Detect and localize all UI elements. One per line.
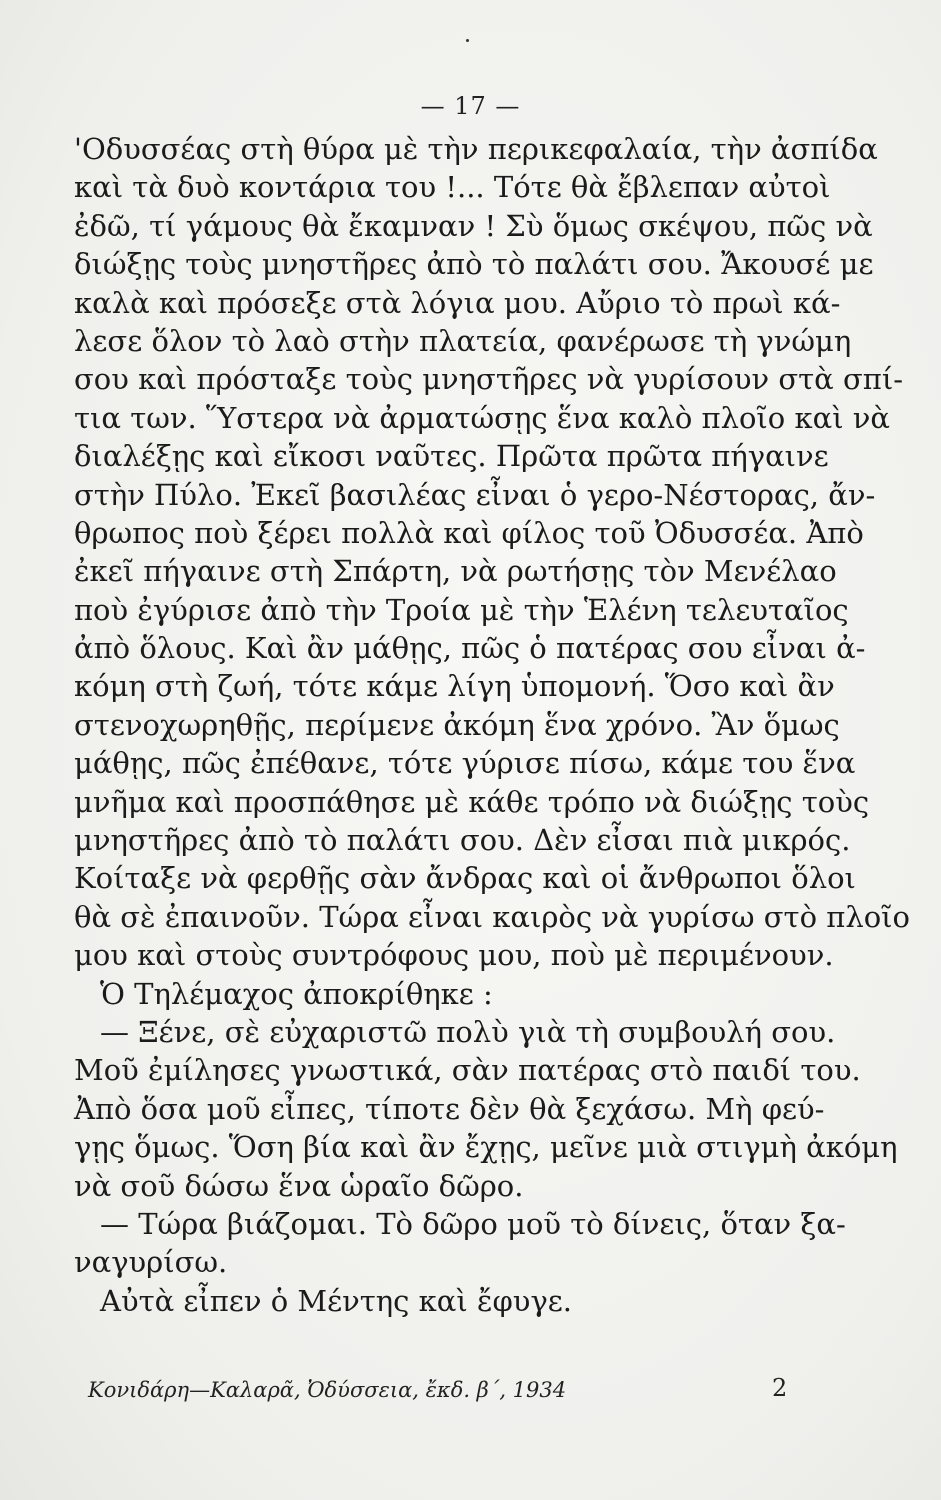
text-line: μνῆμα καὶ προσπάθησε μὲ κάθε τρόπο νὰ διώξῃς τοὺς bbox=[74, 784, 870, 819]
text-line: καλὰ καὶ πρόσεξε στὰ λόγια μου. Αὔριο τὸ πρωὶ κά- bbox=[74, 285, 841, 320]
text-line: ἐκεῖ πήγαινε στὴ Σπάρτη, νὰ ρωτήσῃς τὸν Μενέλαο bbox=[74, 554, 837, 589]
text-line: μου καὶ στοὺς συντρόφους μου, ποὺ μὲ περιμένουν. bbox=[74, 938, 834, 973]
text-line: — Ξένε, σὲ εὐχαριστῶ πολὺ γιὰ τὴ συμβουλή σου. bbox=[100, 1014, 836, 1049]
text-line: μάθῃς, πῶς ἐπέθανε, τότε γύρισε πίσω, κάμε του ἕνα bbox=[74, 746, 856, 781]
text-line: θὰ σὲ ἐπαινοῦν. Τώρα εἶναι καιρὸς νὰ γυρίσω στὸ πλοῖο bbox=[74, 899, 911, 934]
signature-mark: 2 bbox=[772, 1374, 788, 1402]
text-line: μνηστῆρες ἀπὸ τὸ παλάτι σου. Δὲν εἶσαι πιὰ μικρός. bbox=[74, 823, 851, 858]
text-line: διαλέξῃς καὶ εἴκοσι ναῦτες. Πρῶτα πρῶτα πήγαινε bbox=[74, 439, 829, 474]
text-line: γῃς ὅμως. Ὅση βία καὶ ἂν ἔχῃς, μεῖνε μιὰ στιγμὴ ἀκόμη bbox=[74, 1130, 898, 1165]
text-line: θρωπος ποὺ ξέρει πολλὰ καὶ φίλος τοῦ Ὀδυσσέα. Ἀπὸ bbox=[74, 515, 864, 550]
text-line: καὶ τὰ δυὸ κοντάρια του !... Τότε θὰ ἔβλεπαν αὐτοὶ bbox=[74, 170, 831, 205]
text-line: Αὐτὰ εἶπεν ὁ Μέντης καὶ ἔφυγε. bbox=[100, 1283, 573, 1318]
text-line: τια των. Ὕστερα νὰ ἀρματώσῃς ἕνα καλὸ πλοῖο καὶ νὰ bbox=[74, 400, 890, 435]
page-number: — 17 — bbox=[420, 92, 521, 120]
text-line: ἀπὸ ὅλους. Καὶ ἂν μάθῃς, πῶς ὁ πατέρας σου εἶναι ἀ- bbox=[74, 631, 866, 666]
text-line: 'Οδυσσέας στὴ θύρα μὲ τὴν περικεφαλαία, τὴν ἀσπίδα bbox=[74, 132, 878, 166]
text-line: Κοίταξε νὰ φερθῇς σὰν ἄνδρας καὶ οἱ ἄνθρωποι ὅλοι bbox=[74, 861, 856, 896]
text-line: — Τώρα βιάζομαι. Τὸ δῶρο μοῦ τὸ δίνεις, ὅταν ξα- bbox=[100, 1206, 846, 1241]
footer-citation: Κονιδάρη—Καλαρᾶ, Ὀδύσσεια, ἔκδ. β΄, 1934 bbox=[88, 1378, 567, 1402]
text-line: ναγυρίσω. bbox=[74, 1245, 228, 1280]
body-text bbox=[74, 130, 911, 1320]
text-line: Μοῦ ἐμίλησες γνωστικά, σὰν πατέρας στὸ παιδί του. bbox=[74, 1053, 861, 1088]
ink-speck bbox=[466, 39, 469, 42]
text-line: σου καὶ πρόσταξε τοὺς μνηστῆρες νὰ γυρίσουν στὰ σπί- bbox=[74, 362, 904, 397]
text-line: λεσε ὅλον τὸ λαὸ στὴν πλατεία, φανέρωσε τὴ γνώμη bbox=[74, 323, 852, 358]
text-line: διώξῃς τοὺς μνηστῆρες ἀπὸ τὸ παλάτι σου. Ἄκουσέ με bbox=[74, 247, 874, 282]
text-line: στενοχωρηθῇς, περίμενε ἀκόμη ἕνα χρόνο. Ἂν ὅμως bbox=[74, 707, 840, 742]
text-line: νὰ σοῦ δώσω ἕνα ὡραῖο δῶρο. bbox=[74, 1168, 524, 1203]
text-line: ποὺ ἐγύρισε ἀπὸ τὴν Τροία μὲ τὴν Ἑλένη τελευταῖος bbox=[74, 592, 849, 627]
text-line: ἐδῶ, τί γάμους θὰ ἔκαμναν ! Σὺ ὅμως σκέψου, πῶς νὰ bbox=[74, 208, 873, 243]
text-line: Ὁ Τηλέμαχος ἀποκρίθηκε : bbox=[100, 976, 493, 1011]
text-line: στὴν Πύλο. Ἐκεῖ βασιλέας εἶναι ὁ γερο-Νέστορας, ἄν- bbox=[74, 477, 876, 512]
text-line: κόμη στὴ ζωή, τότε κάμε λίγη ὑπομονή. Ὅσο καὶ ἂν bbox=[74, 669, 835, 704]
text-line: Ἀπὸ ὅσα μοῦ εἶπες, τίποτε δὲν θὰ ξεχάσω. Μὴ φεύ- bbox=[74, 1091, 825, 1126]
